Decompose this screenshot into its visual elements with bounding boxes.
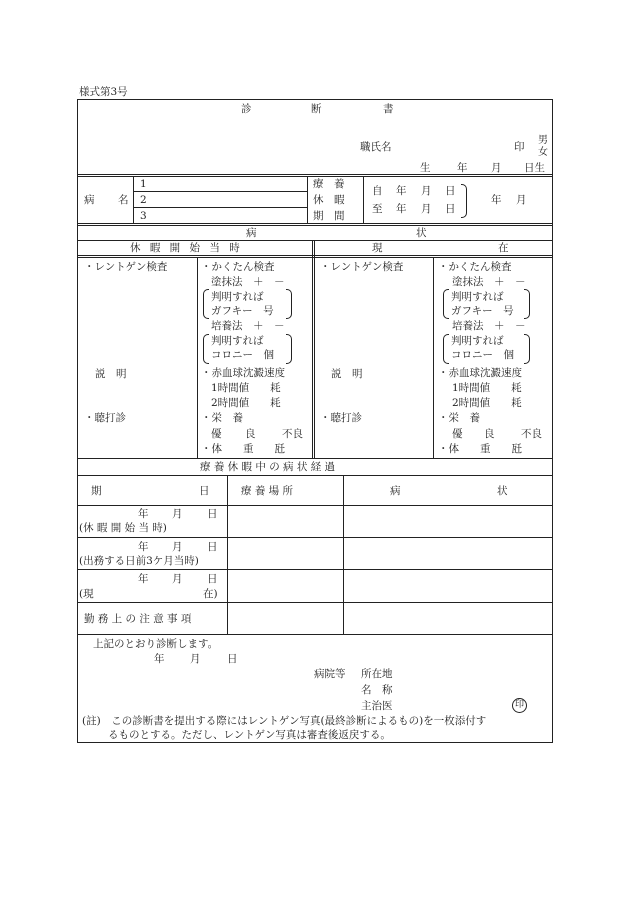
smear-start: 塗抹法 ＋ － bbox=[211, 276, 285, 288]
nutrition-fair-start: 良 bbox=[245, 428, 256, 440]
birth-day: 日生 bbox=[524, 162, 545, 174]
birth-year: 年 bbox=[457, 162, 468, 174]
row3-month: 月 bbox=[172, 573, 183, 585]
condition-title-1: 病 bbox=[246, 227, 257, 239]
hospital-label: 病院等 bbox=[314, 668, 346, 680]
weight-start: ・体 重 瓩 bbox=[201, 443, 285, 455]
start-header: 休 暇 開 始 当 時 bbox=[130, 242, 243, 254]
if-clear-start-2: 判明すれば bbox=[211, 335, 264, 347]
col-period-1: 期 bbox=[91, 485, 102, 497]
colony-start: コロニー 個 bbox=[211, 349, 274, 361]
birth-sei: 生 bbox=[420, 162, 431, 174]
if-clear-current-2: 判明すれば bbox=[451, 335, 504, 347]
from-label: 自 bbox=[372, 185, 383, 197]
row1-month: 月 bbox=[172, 508, 183, 520]
to-day: 日 bbox=[445, 203, 456, 215]
from-day: 日 bbox=[445, 185, 456, 197]
disease-row-1: 1 bbox=[140, 178, 147, 190]
explain-current: 説 明 bbox=[331, 368, 363, 380]
current-header-1: 現 bbox=[372, 242, 383, 254]
doctor-label: 主治医 bbox=[361, 700, 393, 712]
row2-month: 月 bbox=[172, 541, 183, 553]
divider bbox=[77, 174, 552, 177]
title-char-3: 書 bbox=[383, 103, 394, 115]
col-place: 療 養 場 所 bbox=[241, 485, 294, 497]
nutrition-current: ・栄 養 bbox=[438, 412, 480, 424]
weight-current: ・体 重 瓩 bbox=[438, 443, 522, 455]
gaffky-current: ガフキー 号 bbox=[451, 305, 514, 317]
address-label: 所在地 bbox=[361, 668, 393, 680]
period-label-2: 休 暇 bbox=[313, 194, 345, 206]
nutrition-poor-start: 不良 bbox=[282, 428, 303, 440]
nutrition-fair-current: 良 bbox=[484, 428, 495, 440]
nutrition-poor-current: 不良 bbox=[521, 428, 542, 440]
explain-start: 説 明 bbox=[95, 368, 127, 380]
row2-day: 日 bbox=[207, 541, 218, 553]
nutrition-good-current: 優 bbox=[452, 428, 463, 440]
col-period-2: 日 bbox=[199, 485, 210, 497]
period-label-1: 療 養 bbox=[313, 178, 345, 190]
if-clear-start-1: 判明すれば bbox=[211, 291, 264, 303]
xray-current: ・レントゲン検査 bbox=[320, 261, 404, 273]
if-clear-current-1: 判明すれば bbox=[451, 291, 504, 303]
footer-month: 月 bbox=[190, 653, 201, 665]
xray-start: ・レントゲン検査 bbox=[84, 261, 168, 273]
title-char-1: 診 bbox=[241, 103, 252, 115]
title-char-2: 断 bbox=[311, 103, 322, 115]
hr2-start: 2時間値 耗 bbox=[211, 397, 281, 409]
auscultation-start: ・聴打診 bbox=[84, 412, 126, 424]
note-line-1: (註) この診断書を提出する際にはレントゲン写真(最終診断によるもの)を一枚添付す bbox=[82, 715, 487, 727]
notes-label: 勤 務 上 の 注 意 事 項 bbox=[84, 613, 192, 625]
esr-current: ・赤血球沈澱速度 bbox=[438, 367, 522, 379]
hr1-start: 1時間値 耗 bbox=[211, 382, 281, 394]
from-year: 年 bbox=[396, 185, 407, 197]
esr-start: ・赤血球沈澱速度 bbox=[201, 367, 285, 379]
row3-year: 年 bbox=[138, 573, 149, 585]
culture-start: 培養法 ＋ － bbox=[211, 320, 285, 332]
note-line-2: るものとする。ただし、レントゲン写真は審査後返戻する。 bbox=[108, 729, 391, 741]
form-number: 様式第3号 bbox=[79, 86, 128, 98]
row1-day: 日 bbox=[207, 508, 218, 520]
colony-current: コロニー 個 bbox=[451, 349, 514, 361]
sputum-start: ・かくたん検査 bbox=[201, 261, 275, 273]
statement: 上記のとおり診断します。 bbox=[93, 638, 219, 650]
seal-icon: 印 bbox=[512, 698, 527, 713]
to-label: 至 bbox=[372, 203, 383, 215]
gender-female: 女 bbox=[538, 147, 548, 158]
current-header-2: 在 bbox=[498, 242, 509, 254]
gaffky-start: ガフキー 号 bbox=[211, 305, 274, 317]
row3-day: 日 bbox=[207, 573, 218, 585]
col-condition-2: 状 bbox=[497, 485, 508, 497]
birth-month: 月 bbox=[491, 162, 502, 174]
seal-label: 印 bbox=[514, 141, 525, 153]
row1-year: 年 bbox=[138, 508, 149, 520]
period-label-3: 期 間 bbox=[313, 210, 345, 222]
row3-label-1: (現 bbox=[79, 588, 94, 600]
auscultation-current: ・聴打診 bbox=[320, 412, 362, 424]
gender-male: 男 bbox=[538, 135, 548, 146]
nutrition-start: ・栄 養 bbox=[201, 412, 243, 424]
from-month: 月 bbox=[421, 185, 432, 197]
duration-year: 年 bbox=[491, 194, 502, 206]
disease-label-1: 病 bbox=[84, 194, 95, 206]
progress-title: 療 養 休 暇 中 の 病 状 経 過 bbox=[200, 461, 336, 473]
disease-row-2: 2 bbox=[140, 194, 147, 206]
disease-row-3: 3 bbox=[140, 210, 147, 222]
row3-label-2: 在) bbox=[203, 588, 218, 600]
smear-current: 塗抹法 ＋ － bbox=[452, 276, 526, 288]
disease-label-2: 名 bbox=[118, 194, 129, 206]
row2-year: 年 bbox=[138, 541, 149, 553]
footer-year: 年 bbox=[154, 653, 165, 665]
condition-title-2: 状 bbox=[416, 227, 427, 239]
nutrition-good-start: 優 bbox=[211, 428, 222, 440]
hr1-current: 1時間値 耗 bbox=[452, 382, 522, 394]
divider bbox=[77, 223, 552, 226]
hr2-current: 2時間値 耗 bbox=[452, 397, 522, 409]
name-label: 職氏名 bbox=[360, 141, 392, 153]
row2-label: (出務する日前3ケ月当時) bbox=[79, 555, 199, 567]
footer-day: 日 bbox=[227, 653, 238, 665]
name-label-footer: 名 称 bbox=[361, 684, 393, 696]
sputum-current: ・かくたん検査 bbox=[438, 261, 512, 273]
culture-current: 培養法 ＋ － bbox=[452, 320, 526, 332]
col-condition-1: 病 bbox=[390, 485, 401, 497]
to-month: 月 bbox=[421, 203, 432, 215]
to-year: 年 bbox=[396, 203, 407, 215]
duration-month: 月 bbox=[516, 194, 527, 206]
row1-label: (休 暇 開 始 当 時) bbox=[79, 522, 167, 534]
